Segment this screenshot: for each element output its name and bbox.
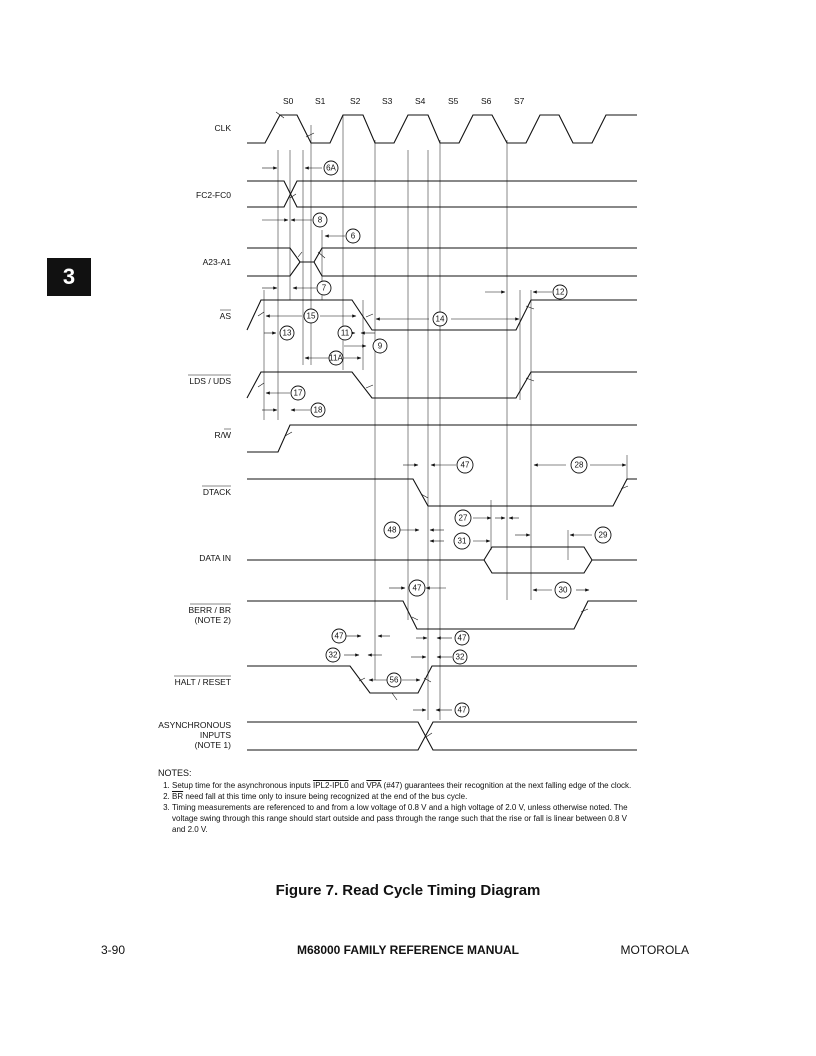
signal-label-lds-uds: LDS / UDS [189, 376, 231, 386]
timing-ref-15 [304, 309, 318, 323]
timing-ref-48 [384, 522, 400, 538]
signal-label-rw: R/W [214, 430, 231, 440]
state-label: S4 [415, 96, 426, 106]
signal-label-data-in: DATA IN [199, 553, 231, 563]
svg-text:17: 17 [293, 388, 303, 398]
clk-waveform [247, 115, 637, 143]
timing-ref-47 [455, 703, 469, 717]
timing-ref-11 [338, 326, 352, 340]
svg-text:31: 31 [457, 536, 467, 546]
svg-text:6A: 6A [326, 163, 336, 173]
timing-ref-11a [329, 351, 343, 365]
svg-text:8: 8 [317, 215, 323, 225]
timing-ref-14 [433, 312, 447, 326]
svg-text:47: 47 [412, 583, 422, 593]
svg-text:28: 28 [574, 460, 584, 470]
timing-ref-56 [387, 673, 401, 687]
svg-text:7: 7 [321, 283, 327, 293]
signal-label-clk: CLK [214, 123, 231, 133]
svg-text:12: 12 [555, 287, 565, 297]
signal-label-addr: A23-A1 [202, 257, 231, 267]
section-tab: 3 [47, 258, 91, 296]
svg-text:48: 48 [387, 525, 397, 535]
timing-ref-6a [324, 161, 338, 175]
signal-label-berr-note: (NOTE 2) [194, 615, 231, 625]
footer-title: M68000 FAMILY REFERENCE MANUAL [296, 943, 520, 957]
note-3: 3. Timing measurements are referenced to and from a low voltage of 0.8 V and a high voltage of 2.0 V, unless otherwise noted. The voltage swing through this range should start outside and pass through the range such that the rise or fall is linear between 0.8 V and 2.0 V. [172, 802, 638, 835]
signal-label-fc: FC2-FC0 [196, 190, 231, 200]
svg-text:32: 32 [455, 652, 465, 662]
state-label: S5 [448, 96, 459, 106]
timing-ref-13 [280, 326, 294, 340]
halt-reset-waveform [247, 666, 637, 693]
state-label: S3 [382, 96, 393, 106]
addr-waveform [247, 248, 637, 276]
svg-text:27: 27 [458, 513, 468, 523]
timing-ref-27 [455, 510, 471, 526]
page-number: 3-90 [101, 943, 126, 957]
svg-text:30: 30 [558, 585, 568, 595]
data-in-waveform [247, 547, 637, 573]
signal-labels [158, 123, 231, 750]
timing-ref-47 [457, 457, 473, 473]
timing-ref-17 [291, 386, 305, 400]
state-label: S1 [315, 96, 326, 106]
lds-uds-waveform [247, 372, 637, 398]
svg-text:29: 29 [598, 530, 608, 540]
state-label: S7 [514, 96, 525, 106]
svg-text:47: 47 [457, 633, 467, 643]
timing-ref-47 [455, 631, 469, 645]
timing-ref-12 [553, 285, 567, 299]
svg-text:13: 13 [282, 328, 292, 338]
timing-ref-47 [409, 580, 425, 596]
timing-ref-8 [313, 213, 327, 227]
state-label: S0 [283, 96, 294, 106]
svg-text:47: 47 [334, 631, 344, 641]
timing-ref-28 [571, 457, 587, 473]
svg-text:47: 47 [460, 460, 470, 470]
signal-label-async-inputs: INPUTS [199, 730, 231, 740]
svg-text:14: 14 [435, 314, 445, 324]
state-label: S6 [481, 96, 492, 106]
signal-label-berr-br: BERR / BR [188, 605, 231, 615]
timing-numbers [280, 161, 611, 717]
dtack-waveform [247, 479, 637, 506]
svg-text:18: 18 [313, 405, 323, 415]
svg-text:56: 56 [389, 675, 399, 685]
timing-ref-9 [373, 339, 387, 353]
note-2: 2. $\overline{BR}$ need fall at this time only to insure being recognized at the end of the bus cycle. [172, 791, 638, 802]
svg-text:11A: 11A [329, 353, 343, 363]
timing-ref-32 [453, 650, 467, 664]
notes-heading: NOTES: [158, 768, 192, 778]
state-label: S2 [350, 96, 361, 106]
signal-label-async-note: (NOTE 1) [194, 740, 231, 750]
state-labels [283, 96, 525, 106]
figure-caption: Figure 7. Read Cycle Timing Diagram [275, 882, 541, 899]
signal-label-async: ASYNCHRONOUS [158, 720, 231, 730]
timing-ref-18 [311, 403, 325, 417]
timing-ref-7 [317, 281, 331, 295]
signal-label-halt-reset: HALT / RESET [174, 677, 231, 687]
svg-text:47: 47 [457, 705, 467, 715]
timing-ref-29 [595, 527, 611, 543]
footer-brand: MOTOROLA [620, 943, 689, 957]
svg-text:32: 32 [328, 650, 338, 660]
note-1: 1. Setup time for the asynchronous inputs IPL2-IPL0 and $\overline{VPA}$ (#47) guarantees their recognition at the next falling edge of the clock. [172, 780, 638, 791]
timing-ref-32 [326, 648, 340, 662]
waveforms [247, 112, 637, 750]
timing-ref-47 [332, 629, 346, 643]
timing-ref-6 [346, 229, 360, 243]
timing-ref-31 [454, 533, 470, 549]
svg-text:11: 11 [340, 328, 350, 338]
async-inputs-waveform [247, 722, 637, 750]
svg-text:9: 9 [377, 341, 383, 351]
rw-waveform [247, 425, 637, 452]
signal-label-as: AS [219, 311, 231, 321]
svg-text:15: 15 [306, 311, 316, 321]
svg-text:6: 6 [350, 231, 356, 241]
signal-label-dtack: DTACK [202, 487, 231, 497]
notes [158, 768, 638, 835]
berr-br-waveform [247, 601, 637, 629]
fc-waveform [247, 181, 637, 207]
timing-ref-30 [555, 582, 571, 598]
